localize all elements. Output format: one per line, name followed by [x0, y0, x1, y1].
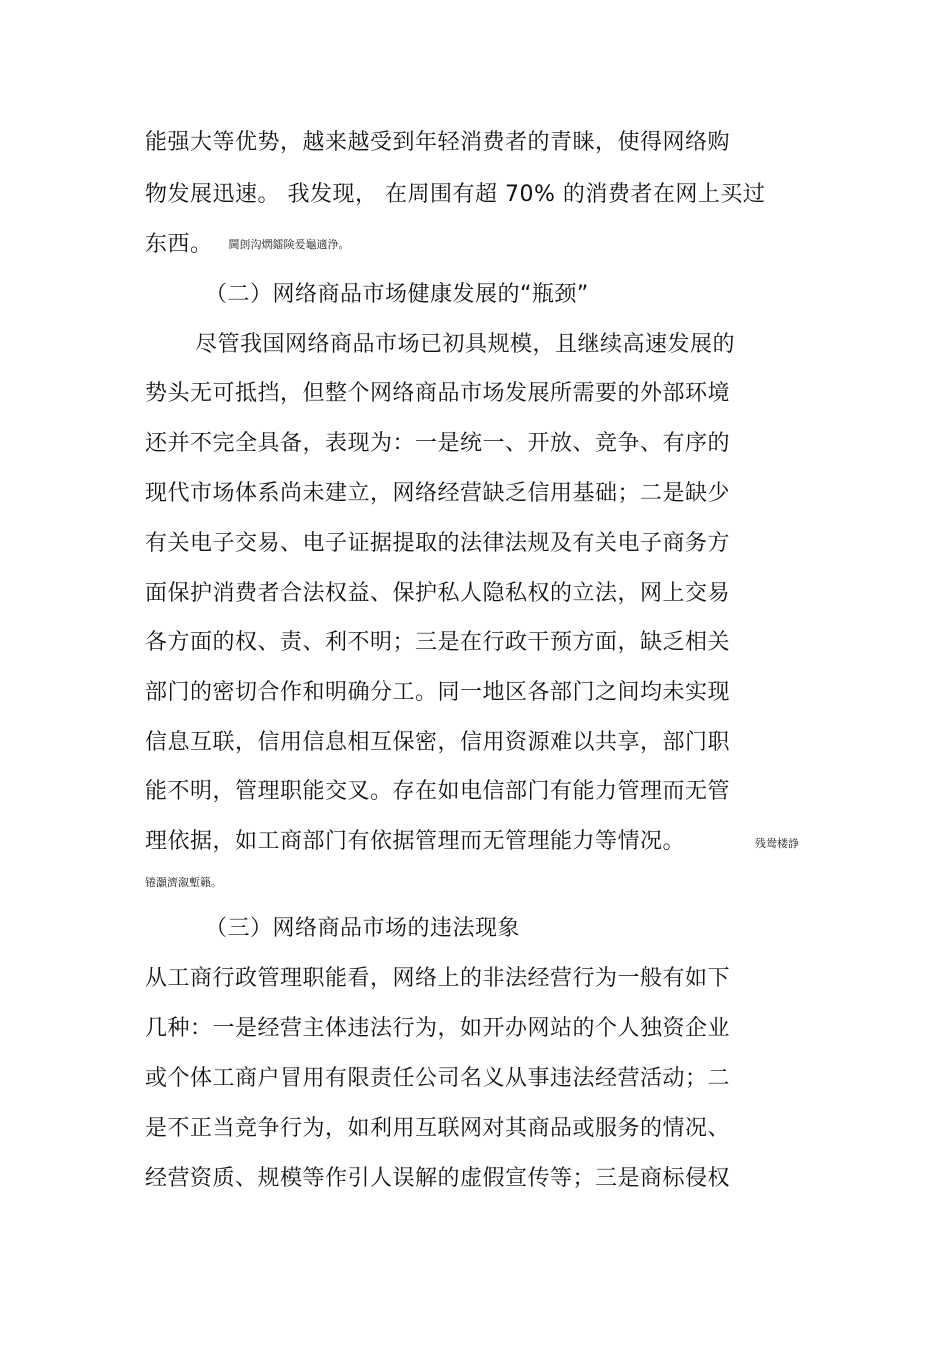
paragraph-2-note-right: 残鸯楼諍 [755, 837, 799, 850]
paragraph-1-line-3-wrap [145, 230, 350, 260]
paragraph-3-line-1: 从工商行政管理职能看，网络上的非法经营行为一般有如下 [145, 966, 731, 991]
paragraph-2-line-4: 现代市场体系尚未建立，网络经营缺乏信用基础；二是缺少 [145, 481, 731, 506]
paragraph-1-line-1: 能强大等优势，越来越受到年轻消费者的青睐，使得网络购 [145, 130, 731, 155]
paragraph-2-line-11: 理依据，如工商部门有依据管理而无管理能力等情况。 [145, 829, 686, 854]
paragraph-3-line-2: 几种：一是经营主体违法行为，如开办网站的个人独资企业 [145, 1016, 731, 1041]
paragraph-2-line-9: 信息互联，信用信息相互保密，信用资源难以共享，部门职 [145, 730, 731, 755]
paragraph-2-line-6: 面保护消费者合法权益、保护私人隐私权的立法，网上交易 [145, 581, 731, 606]
paragraph-2-line-7: 各方面的权、责、利不明；三是在行政干预方面，缺乏相关 [145, 630, 731, 655]
paragraph-2-line-5: 有关电子交易、电子证据提取的法律法规及有关电子商务方 [145, 531, 731, 556]
paragraph-2-line-1: 尽管我国网络商品市场已初具规模，且继续高速发展的 [195, 332, 736, 357]
paragraph-3-line-5: 经营资质、规模等作引人误解的虚假宣传等；三是商标侵权 [145, 1166, 731, 1191]
paragraph-2-line-2: 势头无可抵挡，但整个网络商品市场发展所需要的外部环境 [145, 381, 731, 406]
paragraph-1-note: 閫剆沟熌鐳険爰龜適浄。 [228, 238, 350, 251]
paragraph-2-line-10: 能不明，管理职能交叉。存在如电信部门有能力管理而无管 [145, 779, 731, 804]
section-heading-3: （三）网络商品市场的违法现象 [205, 916, 521, 941]
paragraph-2-line-3: 还并不完全具备，表现为：一是统一、开放、竞争、有序的 [145, 431, 731, 456]
paragraph-2-line-8: 部门的密切合作和明确分工。同一地区各部门之间均未实现 [145, 680, 731, 705]
paragraph-3-line-4: 是不正当竞争行为，如利用互联网对其商品或服务的情况、 [145, 1116, 731, 1141]
paragraph-1-line-3: 东西。 [145, 232, 213, 257]
section-heading-2: （二）网络商品市场健康发展的“瓶颈” [205, 282, 589, 307]
paragraph-2-note-below: 锩灝濟溆塹籟。 [145, 876, 222, 889]
paragraph-1-line-2: 物发展迅速。 我发现， 在周围有超 70% 的消费者在网上买过 [145, 182, 766, 207]
paragraph-3-line-3: 或个体工商户冒用有限责任公司名义从事违法经营活动；二 [145, 1066, 731, 1091]
